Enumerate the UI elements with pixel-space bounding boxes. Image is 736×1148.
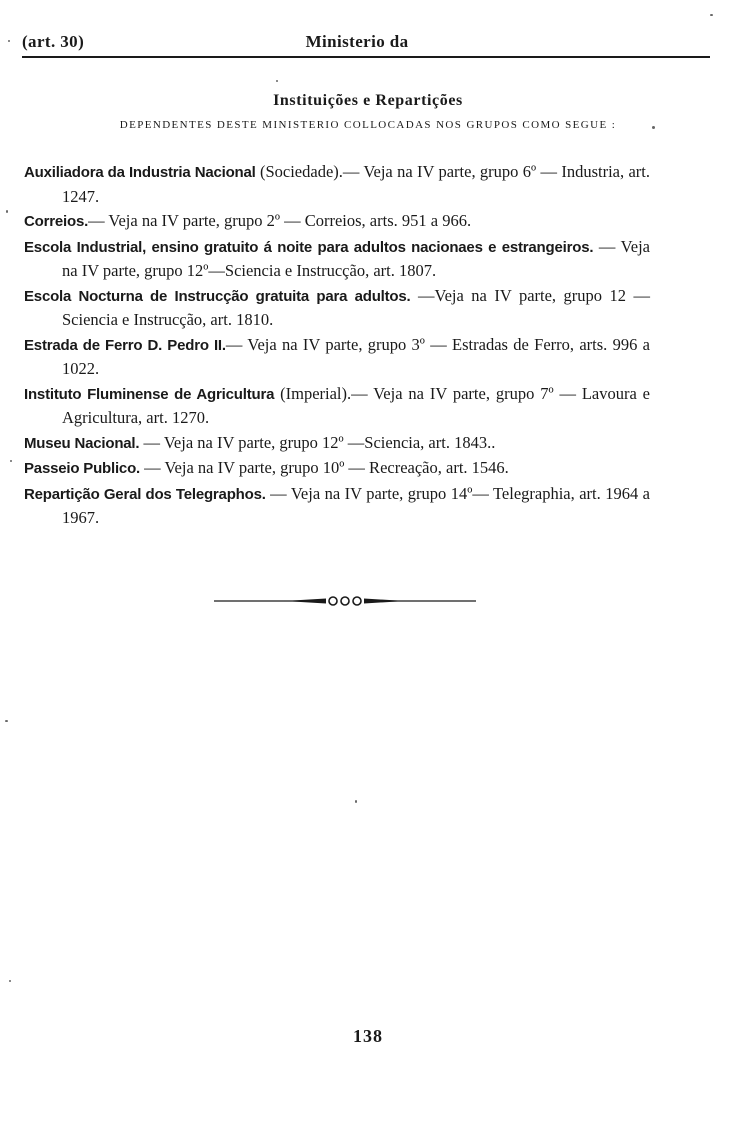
- entry-instituto-fluminense: [24, 382, 650, 430]
- entry-heading: Passeio Publico.: [24, 460, 141, 477]
- scan-speck: [9, 980, 11, 982]
- scan-speck: [710, 14, 713, 16]
- entry-reference: — Veja na IV parte, grupo 12º —Sciencia, art. 1843..: [139, 432, 496, 452]
- scan-speck: [10, 460, 12, 462]
- scan-speck: [5, 720, 8, 722]
- entry-reference: (Sociedade).— Veja na IV parte, grupo 6º — Industria, art. 1247.: [62, 162, 650, 206]
- entry-reference: (Imperial).— Veja na IV parte, grupo 7º — Lavoura e Agricultura, art. 1270.: [62, 383, 650, 427]
- entry-heading: Instituto Fluminense de Agricultura: [24, 385, 275, 403]
- ornament-ring: [353, 597, 361, 605]
- article-reference: (art. 30): [22, 32, 85, 51]
- page-number: 138: [353, 1026, 383, 1046]
- section-subtitle: DEPENDENTES DESTE MINISTERIO COLLOCADAS NOS GRUPOS COMO SEGUE :: [119, 119, 617, 131]
- entry-heading: Escola Industrial, ensino gratuito á noite para adultos nacionaes e estrangeiros.: [24, 238, 594, 256]
- scan-speck: [276, 80, 278, 82]
- scan-speck: [355, 800, 357, 803]
- entry-heading: Estrada de Ferro D. Pedro II.: [24, 336, 226, 354]
- entry-escola-nocturna: [24, 284, 650, 332]
- ornament-ring: [329, 597, 337, 605]
- entry-reference: —Veja na IV parte, grupo 12 — Sciencia e Instrucção, art. 1810.: [62, 285, 650, 329]
- scan-speck: [652, 126, 655, 129]
- entry-heading: Escola Nocturna de Instrucção gratuita para adultos.: [24, 287, 411, 305]
- entry-auxiliadora: [24, 160, 650, 208]
- entry-reparticao-telegraphos: [24, 482, 650, 530]
- running-head: [22, 28, 710, 58]
- entry-reference: — Veja na IV parte, grupo 14º— Telegraphia, art. 1964 a 1967.: [62, 483, 650, 527]
- scan-speck: [8, 40, 10, 42]
- scan-speck: [6, 210, 8, 213]
- entry-museu-nacional: [24, 431, 650, 456]
- entry-reference: — Veja na IV parte, grupo 2º — Correios, arts. 951 a 966.: [88, 211, 472, 230]
- ornament-ring: [341, 597, 349, 605]
- ornament-taper-left: [284, 599, 326, 604]
- entry-reference: — Veja na IV parte, grupo 3º — Estradas de Ferro, arts. 996 a 1022.: [62, 334, 650, 378]
- ornamental-divider: [214, 594, 476, 608]
- entry-estrada-de-ferro: [24, 333, 650, 381]
- entry-heading: Repartição Geral dos Telegraphos.: [24, 485, 266, 503]
- entry-escola-industrial: [24, 235, 650, 283]
- entry-heading: Museu Nacional.: [24, 434, 140, 452]
- entry-passeio-publico: [24, 456, 650, 481]
- running-title: Ministerio da: [305, 32, 409, 51]
- entry-reference: — Veja na IV parte, grupo 10º — Recreação, art. 1546.: [140, 458, 509, 477]
- entry-list: [24, 160, 650, 531]
- entry-heading: Correios.: [24, 213, 89, 230]
- entry-heading: Auxiliadora da Industria Nacional: [24, 164, 256, 181]
- entry-reference: — Veja na IV parte, grupo 12º—Sciencia e Instrucção, art. 1807.: [62, 236, 650, 280]
- entry-correios: [24, 209, 650, 234]
- section-title: Instituições e Repartições: [273, 92, 463, 109]
